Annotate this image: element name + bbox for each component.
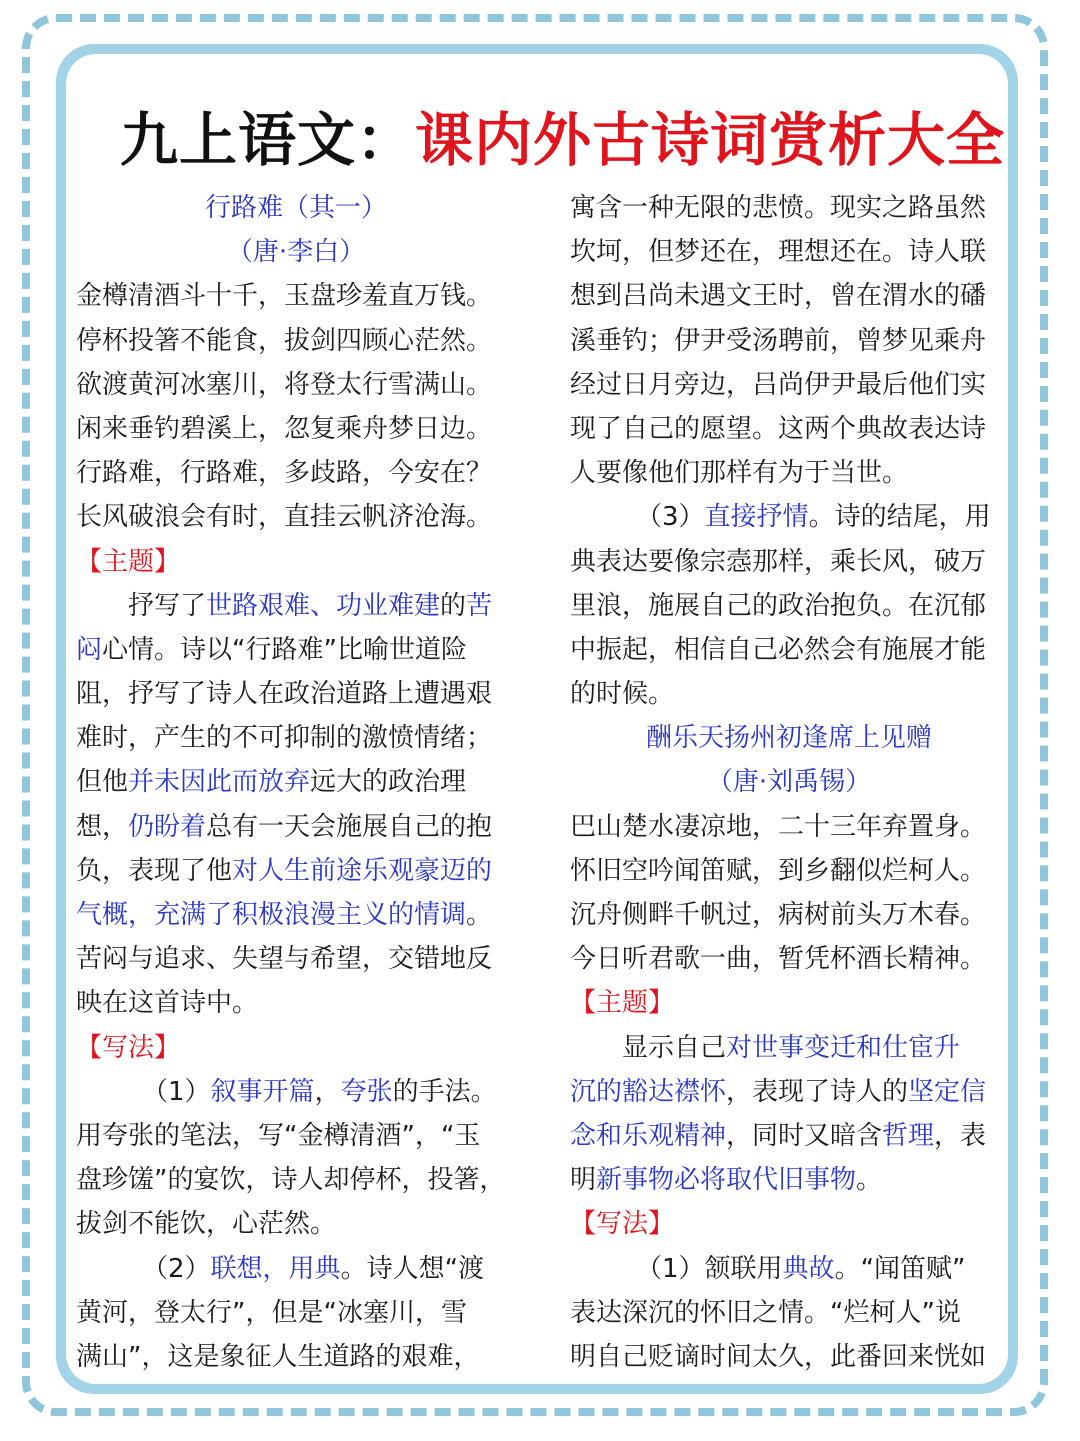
theme-line: 映在这首诗中。	[76, 988, 259, 1019]
highlight: 对人生前途乐观豪迈的	[232, 855, 493, 886]
highlight: 世路艰难、功业难建	[206, 590, 441, 621]
theme-line	[76, 584, 516, 628]
theme-line	[76, 893, 516, 937]
text: 。“闻笛赋”	[834, 1253, 966, 1284]
text: 。	[466, 900, 493, 930]
method-line: 明自己贬谪时间太久，此番回来恍如	[570, 1341, 987, 1372]
method-line: 盘珍馐”的宴饮，诗人却停杯，投箸，	[76, 1165, 506, 1196]
highlight: 沉的豁达襟怀	[570, 1076, 727, 1107]
continued-line	[570, 495, 1008, 539]
text: 远大的政治理	[310, 767, 467, 798]
theme-line	[570, 1114, 1008, 1158]
method-tag: 【写法】	[570, 1209, 675, 1240]
theme-tag: 【主题】	[570, 988, 675, 1019]
continued-line: 溪垂钓；伊尹受汤聘前，曾梦见乘舟	[570, 325, 987, 356]
theme-line: 苦闷与追求、失望与希望，交错地反	[76, 944, 493, 975]
highlight: 并未因此而放弃	[128, 767, 311, 798]
text: （1）	[142, 1076, 211, 1107]
continued-line: 人要像他们那样有为于当世。	[570, 458, 909, 489]
method-tag: 【写法】	[76, 1032, 181, 1063]
continued-line: 里浪，施展自己的政治抱负。在沉郁	[570, 590, 987, 621]
theme-line	[76, 760, 516, 804]
highlight: 哲理	[882, 1120, 935, 1151]
poem2-line: 沉舟侧畔千帆过，病树前头万木春。	[570, 900, 987, 930]
text: 的手法。	[392, 1076, 497, 1107]
theme-line	[570, 1026, 1008, 1070]
text: （1）颔联用	[636, 1253, 783, 1284]
poem2-line: 巴山楚水凄凉地，二十三年弃置身。	[570, 811, 987, 842]
continued-line: 经过日月旁边，吕尚伊尹最后他们实	[570, 369, 987, 400]
highlight: 对世事变迁和仕宦升	[726, 1032, 961, 1063]
poem2-line: 怀旧空吟闻笛赋，到乡翻似烂柯人。	[570, 855, 987, 886]
text: ，	[314, 1076, 341, 1107]
method-line	[76, 1070, 516, 1114]
text: 抒写了	[128, 590, 207, 621]
method-line	[76, 1247, 516, 1291]
theme-line	[570, 1158, 1008, 1202]
title-prefix: 九上语文：	[120, 106, 416, 174]
method-line: 用夸张的笔法，写“金樽清酒”，“玉	[76, 1120, 481, 1151]
continued-line: 寓含一种无限的悲愤。现实之路虽然	[570, 193, 987, 223]
text: ，表现了诗人的	[726, 1076, 909, 1107]
right-column	[570, 186, 1008, 1379]
text: 。诗人想“渡	[340, 1253, 485, 1284]
text: 的	[440, 590, 467, 621]
title-main: 课内外古诗词赏析大全	[415, 106, 1006, 174]
poem1-line: 欲渡黄河冰塞川，将登太行雪满山。	[76, 369, 493, 400]
continued-line: 现了自己的愿望。这两个典故表达诗	[570, 413, 987, 444]
continued-line: 坎坷，但梦还在，理想还在。诗人联	[570, 237, 987, 268]
text: 显示自己	[622, 1032, 727, 1063]
text: 明	[570, 1165, 597, 1196]
theme-line	[76, 805, 516, 849]
text: 但他	[76, 767, 129, 798]
text: ，同时又暗含	[726, 1120, 883, 1151]
poem1-line: 闲来垂钓碧溪上，忽复乘舟梦日边。	[76, 413, 493, 444]
text: 总有一天会施展自己的抱	[206, 811, 493, 842]
page-title	[120, 100, 1020, 180]
text: 。诗的结尾，用	[808, 502, 991, 533]
poem1-line: 行路难，行路难，多歧路，今安在？	[76, 458, 493, 489]
poem2-line: 今日听君歌一曲，暂凭杯酒长精神。	[570, 944, 987, 975]
highlight: 联想，用典	[210, 1253, 341, 1284]
poem1-title: 行路难（其一）	[204, 193, 387, 223]
text: ，表	[934, 1120, 987, 1151]
text: 心情。诗以“行路难”比喻世道险	[102, 634, 467, 665]
method-line: 表达深沉的怀旧之情。“烂柯人”说	[570, 1297, 961, 1328]
text: 负，表现了他	[76, 855, 233, 886]
highlight: 念和乐观精神	[570, 1120, 727, 1151]
highlight: 气概，充满了积极浪漫主义的情调	[76, 900, 467, 930]
text: 想，	[76, 811, 129, 842]
theme-tag: 【主题】	[76, 546, 181, 577]
text: 。	[856, 1165, 883, 1196]
text: （3）	[636, 502, 705, 533]
continued-line: 典表达要像宗悫那样，乘长风，破万	[570, 546, 987, 577]
theme-line	[76, 628, 516, 672]
highlight: 直接抒情	[704, 502, 809, 533]
continued-line: 想到吕尚未遇文王时，曾在渭水的磻	[570, 281, 987, 312]
highlight: 叙事开篇	[210, 1076, 315, 1107]
highlight: 苦	[466, 590, 493, 621]
highlight: 夸张	[340, 1076, 393, 1107]
theme-line	[76, 849, 516, 893]
method-line: 拔剑不能饮，心茫然。	[76, 1209, 337, 1240]
poem1-author: （唐·李白）	[226, 237, 366, 268]
highlight: 仍盼着	[128, 811, 207, 842]
method-line	[570, 1247, 1008, 1291]
poem2-title: 酬乐天扬州初逢席上见赠	[645, 723, 932, 754]
theme-line	[570, 1070, 1008, 1114]
method-line: 黄河，登太行”，但是“冰塞川，雪	[76, 1297, 467, 1328]
poem2-author: （唐·刘禹锡）	[706, 767, 872, 798]
highlight: 典故	[782, 1253, 835, 1284]
method-line: 满山”，这是象征人生道路的艰难，	[76, 1341, 480, 1372]
highlight: 新事物必将取代旧事物	[596, 1165, 857, 1196]
continued-line: 的时候。	[570, 679, 675, 710]
theme-line: 难时，产生的不可抑制的激愤情绪；	[76, 723, 493, 754]
poem1-line: 停杯投箸不能食，拔剑四顾心茫然。	[76, 325, 493, 356]
poem1-line: 长风破浪会有时，直挂云帆济沧海。	[76, 502, 493, 533]
theme-line: 阻，抒写了诗人在政治道路上遭遇艰	[76, 679, 493, 710]
highlight: 闷	[76, 634, 103, 665]
text: （2）	[142, 1253, 211, 1284]
left-column	[76, 186, 516, 1379]
highlight: 坚定信	[908, 1076, 987, 1107]
poem1-line: 金樽清酒斗十千，玉盘珍羞直万钱。	[76, 281, 493, 312]
continued-line: 中振起，相信自己必然会有施展才能	[570, 634, 987, 665]
